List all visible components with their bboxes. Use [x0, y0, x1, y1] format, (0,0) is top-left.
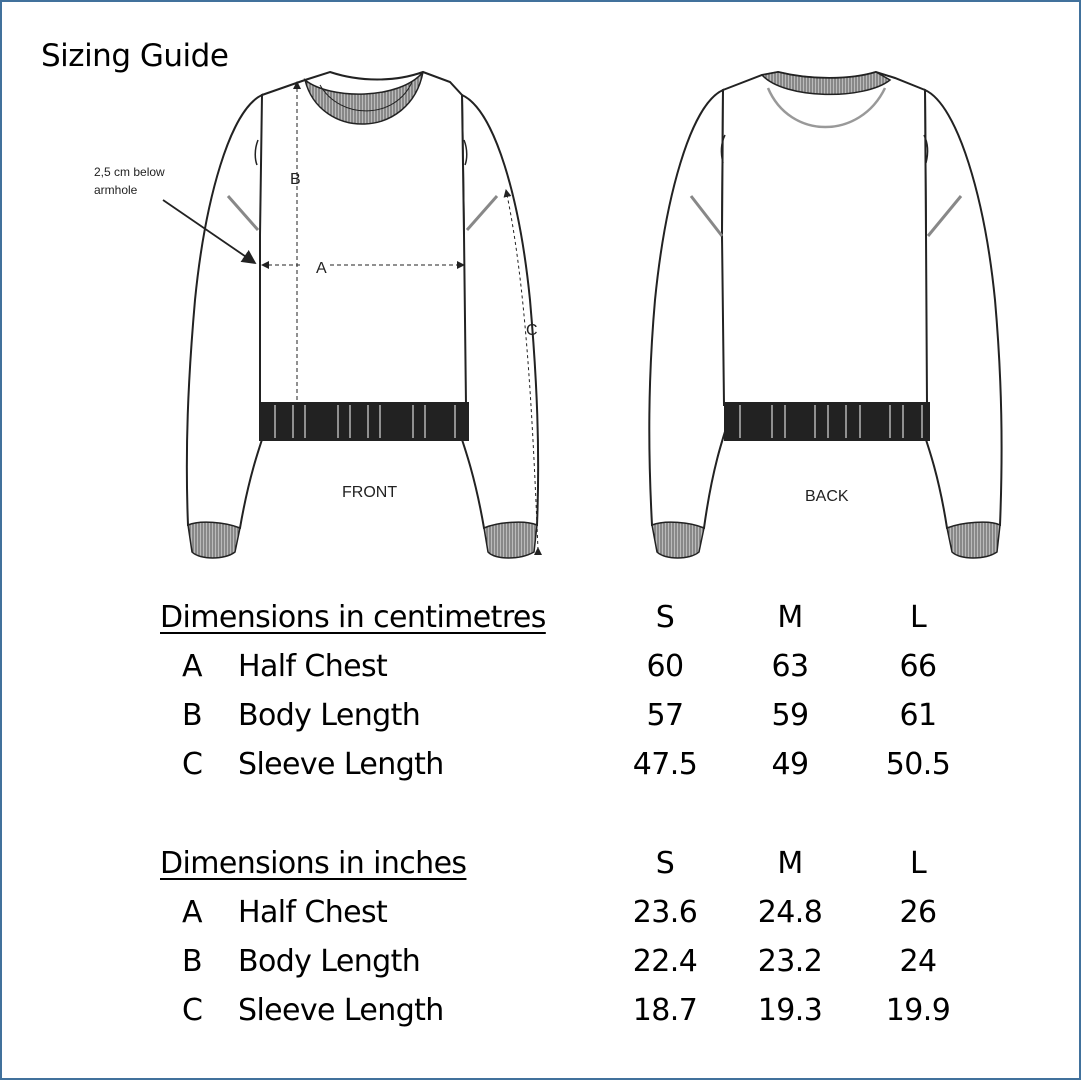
measure-name: Sleeve Length [238, 993, 444, 1028]
page-title: Sizing Guide [41, 38, 229, 74]
value-l: 66 [899, 649, 937, 684]
measure-name: Body Length [238, 944, 421, 979]
measure-code: C [182, 993, 203, 1028]
value-s: 22.4 [632, 944, 698, 979]
size-header-m: M [777, 600, 803, 635]
measure-code: C [182, 747, 203, 782]
measure-code: A [182, 649, 202, 684]
table-heading: Dimensions in inches [160, 846, 467, 881]
back-sweater [649, 72, 1001, 558]
value-l: 26 [899, 895, 937, 930]
marker-c: C [526, 322, 538, 339]
value-m: 59 [771, 698, 809, 733]
value-m: 23.2 [757, 944, 823, 979]
measure-code: A [182, 895, 202, 930]
value-m: 49 [771, 747, 809, 782]
value-l: 50.5 [885, 747, 951, 782]
value-s: 57 [646, 698, 684, 733]
size-header-m: M [777, 846, 803, 881]
table-heading: Dimensions in centimetres [160, 600, 546, 635]
value-l: 19.9 [885, 993, 951, 1028]
measure-name: Sleeve Length [238, 747, 444, 782]
measure-name: Half Chest [238, 895, 388, 930]
value-s: 23.6 [632, 895, 698, 930]
measure-code: B [182, 944, 202, 979]
armhole-note-line1: 2,5 cm below [94, 165, 165, 179]
marker-b: B [290, 171, 301, 188]
value-s: 60 [646, 649, 684, 684]
value-m: 19.3 [757, 993, 823, 1028]
size-header-s: S [655, 600, 675, 635]
back-caption: BACK [805, 488, 849, 505]
measure-name: Half Chest [238, 649, 388, 684]
value-s: 18.7 [632, 993, 698, 1028]
front-caption: FRONT [342, 484, 398, 501]
value-s: 47.5 [632, 747, 698, 782]
value-l: 61 [899, 698, 937, 733]
size-header-s: S [655, 846, 675, 881]
marker-a: A [316, 260, 327, 277]
size-header-l: L [909, 600, 927, 635]
value-l: 24 [899, 944, 937, 979]
value-m: 63 [771, 649, 809, 684]
armhole-note-line2: armhole [94, 183, 138, 197]
value-m: 24.8 [757, 895, 823, 930]
measure-name: Body Length [238, 698, 421, 733]
measure-code: B [182, 698, 202, 733]
size-header-l: L [909, 846, 927, 881]
